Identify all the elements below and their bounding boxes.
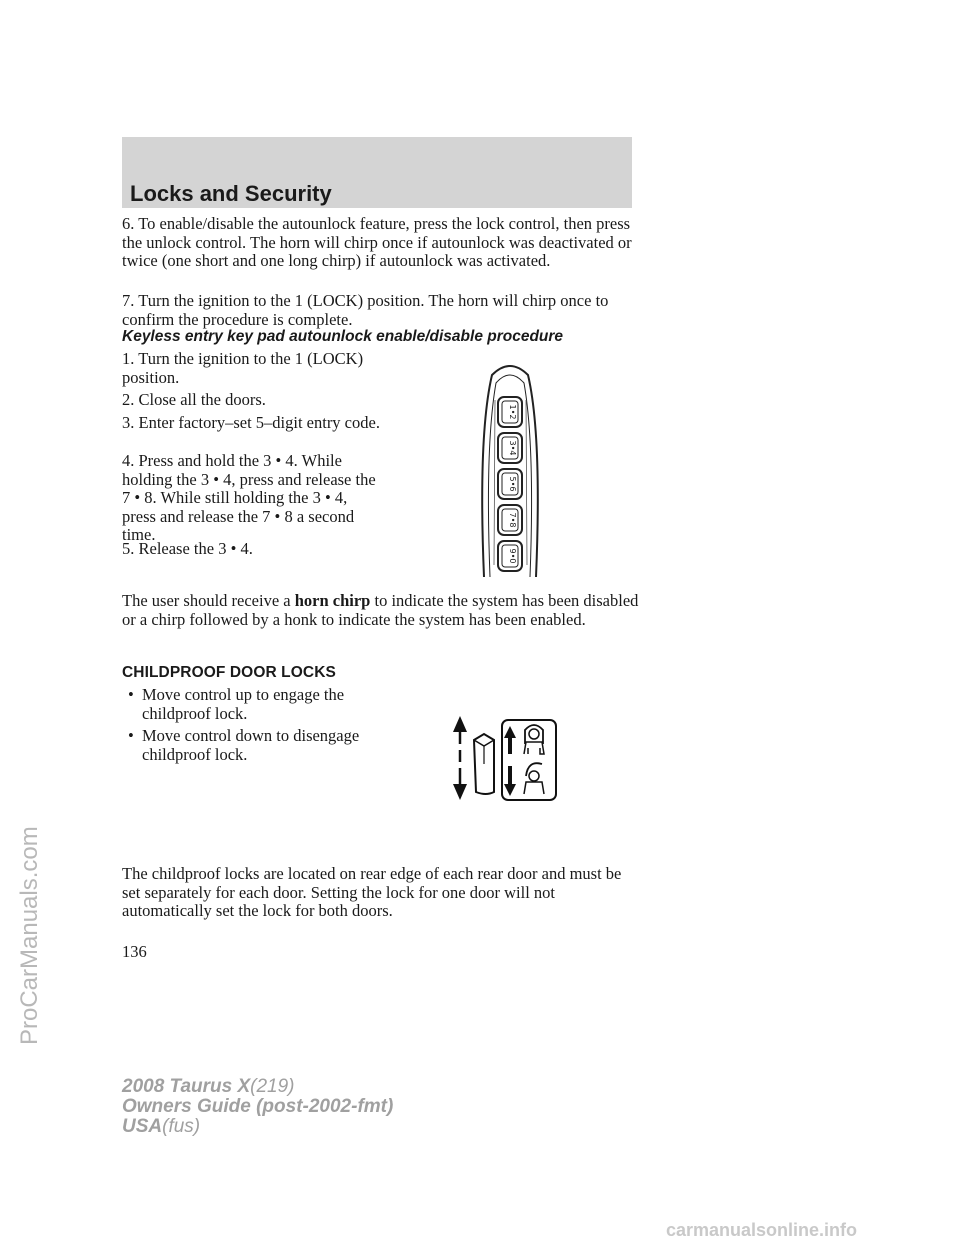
lock-disengage-arrow-icon xyxy=(504,766,516,796)
document-footer xyxy=(122,1077,393,1137)
bottom-watermark: carmanualsonline.info xyxy=(666,1220,858,1240)
page-number: 136 xyxy=(122,942,147,961)
child-unlocked-icon xyxy=(524,763,544,794)
bullet-icon: • xyxy=(128,685,134,704)
bullet-icon: • xyxy=(128,726,134,745)
childproof-bullet-disengage: Move control down to disengage childproof lock. xyxy=(142,726,360,764)
footer-guide-title: Owners Guide (post-2002-fmt) xyxy=(122,1096,394,1117)
result-text-start: The user should receive a xyxy=(122,591,295,610)
keypad-step-1: 1. Turn the ignition to the 1 (LOCK) position. xyxy=(122,349,364,387)
slide-control-icon xyxy=(474,734,494,794)
keypad-step-2: 2. Close all the doors. xyxy=(122,390,266,409)
childproof-lock-illustration xyxy=(442,714,562,804)
child-locked-icon xyxy=(524,725,544,754)
keypad-step-5: 5. Release the 3 • 4. xyxy=(122,539,253,558)
childproof-bullet-engage: Move control up to engage the childproof lock. xyxy=(142,685,345,723)
result-text-end: to indicate the system has been disabled or a chirp followed by a honk to indicate the system has been enabled. xyxy=(122,591,639,629)
keypad-button-label: 1•2 xyxy=(508,404,517,420)
result-paragraph xyxy=(122,592,642,629)
keypad-step-4: 4. Press and hold the 3 • 4. While holding the 3 • 4, press and release the 7 • 8. While still holding the 3 • 4, press and release the 7 • 8 a second time. xyxy=(122,451,376,544)
keypad-step-3: 3. Enter factory–set 5–digit entry code. xyxy=(122,413,380,432)
keypad-button-label: 5•6 xyxy=(508,476,517,492)
section-header-band xyxy=(122,137,632,208)
footer-market-code: (fus) xyxy=(162,1116,201,1137)
childproof-heading: CHILDPROOF DOOR LOCKS xyxy=(122,664,336,681)
up-down-arrow-icon xyxy=(453,716,467,800)
lock-engage-arrow-icon xyxy=(504,726,516,754)
horn-chirp-emphasis: horn chirp xyxy=(294,591,371,610)
section-title: Locks and Security xyxy=(130,181,332,206)
keypad-button-label: 3•4 xyxy=(508,440,517,456)
childproof-location-paragraph: The childproof locks are located on rear edge of each rear door and must be set separately for each door. Setting the lock for one door will not automatically set the lock for both doors. xyxy=(122,864,622,920)
step-6-paragraph: 6. To enable/disable the autounlock feature, press the lock control, then press the unlock control. The horn will chirp once if autounlock was deactivated or twice (one short and one long chirp) if autounlock was activated. xyxy=(122,214,632,270)
footer-market: USA xyxy=(122,1116,163,1137)
footer-model-code: (219) xyxy=(250,1076,295,1097)
keypad-procedure-heading: Keyless entry key pad autounlock enable/disable procedure xyxy=(122,328,564,345)
footer-model: 2008 Taurus X xyxy=(122,1076,251,1097)
side-watermark: ProCarManuals.com xyxy=(16,826,43,1045)
keypad-illustration xyxy=(470,355,550,580)
step-7-paragraph: 7. Turn the ignition to the 1 (LOCK) position. The horn will chirp once to confirm the procedure is complete. xyxy=(122,291,609,329)
keypad-button-label: 7•8 xyxy=(508,512,517,528)
keypad-button-label: 9•0 xyxy=(508,548,517,564)
